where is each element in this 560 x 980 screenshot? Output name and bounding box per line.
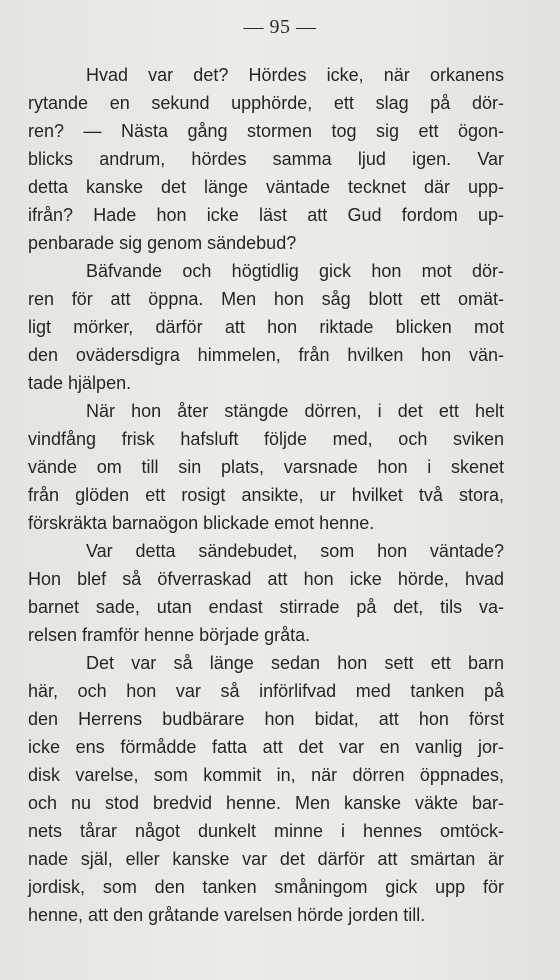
text-line: Var detta sändebudet, som hon väntade? xyxy=(86,541,504,561)
text-line: ifrån? Hade hon icke läst att Gud fordom up- xyxy=(28,205,504,225)
text-line: disk varelse, som kommit in, när dörren öppnades, xyxy=(28,765,504,785)
text-line: Hvad var det? Hördes icke, när orkanens xyxy=(86,65,504,85)
text-line: ren? — Nästa gång stormen tog sig ett ögon- xyxy=(28,121,504,141)
text-line: den Herrens budbärare hon bidat, att hon först xyxy=(28,709,504,729)
text-line: penbarade sig genom sändebud? xyxy=(28,233,297,253)
text-line: Det var så länge sedan hon sett ett barn xyxy=(86,653,504,673)
text-line: Bäfvande och högtidlig gick hon mot dör- xyxy=(86,261,504,281)
text-line: barnet sade, utan endast stirrade på det, tils va- xyxy=(28,597,504,617)
text-line: När hon åter stängde dörren, i det ett helt xyxy=(86,401,504,421)
text-line: ligt mörker, därför att hon riktade blicken mot xyxy=(28,317,504,337)
text-line: ren för att öppna. Men hon såg blott ett omät- xyxy=(28,289,504,309)
text-line: henne, att den gråtande varelsen hörde jorden till. xyxy=(28,905,426,925)
text-line: och nu stod bredvid henne. Men kanske väkte bar- xyxy=(28,793,504,813)
text-line: förskräkta barnaögon blickade emot henne. xyxy=(28,513,375,533)
text-line: jordisk, som den tanken småningom gick upp för xyxy=(28,877,504,897)
text-line: från glöden ett rosigt ansikte, ur hvilket två stora, xyxy=(28,485,504,505)
page-number: — 95 — xyxy=(243,16,317,38)
text-line: rytande en sekund upphörde, ett slag på dör- xyxy=(28,93,504,113)
text-line: relsen framför henne började gråta. xyxy=(28,625,311,645)
text-line: här, och hon var så införlifvad med tanken på xyxy=(28,681,504,701)
text-line: Hon blef så öfverraskad att hon icke hörde, hvad xyxy=(28,569,504,589)
text-line: detta kanske det länge väntade tecknet där upp- xyxy=(28,177,504,197)
text-line: blicks andrum, hördes samma ljud igen. Var xyxy=(28,149,504,169)
text-line: tade hjälpen. xyxy=(28,373,132,393)
text-line: vände om till sin plats, varsnade hon i skenet xyxy=(28,457,504,477)
text-line: nets tårar något dunkelt minne i hennes omtöck- xyxy=(28,821,504,841)
text-line: den ovädersdigra himmelen, från hvilken hon vän- xyxy=(28,345,504,365)
body-text xyxy=(28,61,504,929)
text-line: vindfång frisk hafsluft följde med, och sviken xyxy=(28,429,504,449)
text-line: icke ens förmådde fatta att det var en vanlig jor- xyxy=(28,737,504,757)
text-line: nade själ, eller kanske var det därför att smärtan är xyxy=(28,849,504,869)
